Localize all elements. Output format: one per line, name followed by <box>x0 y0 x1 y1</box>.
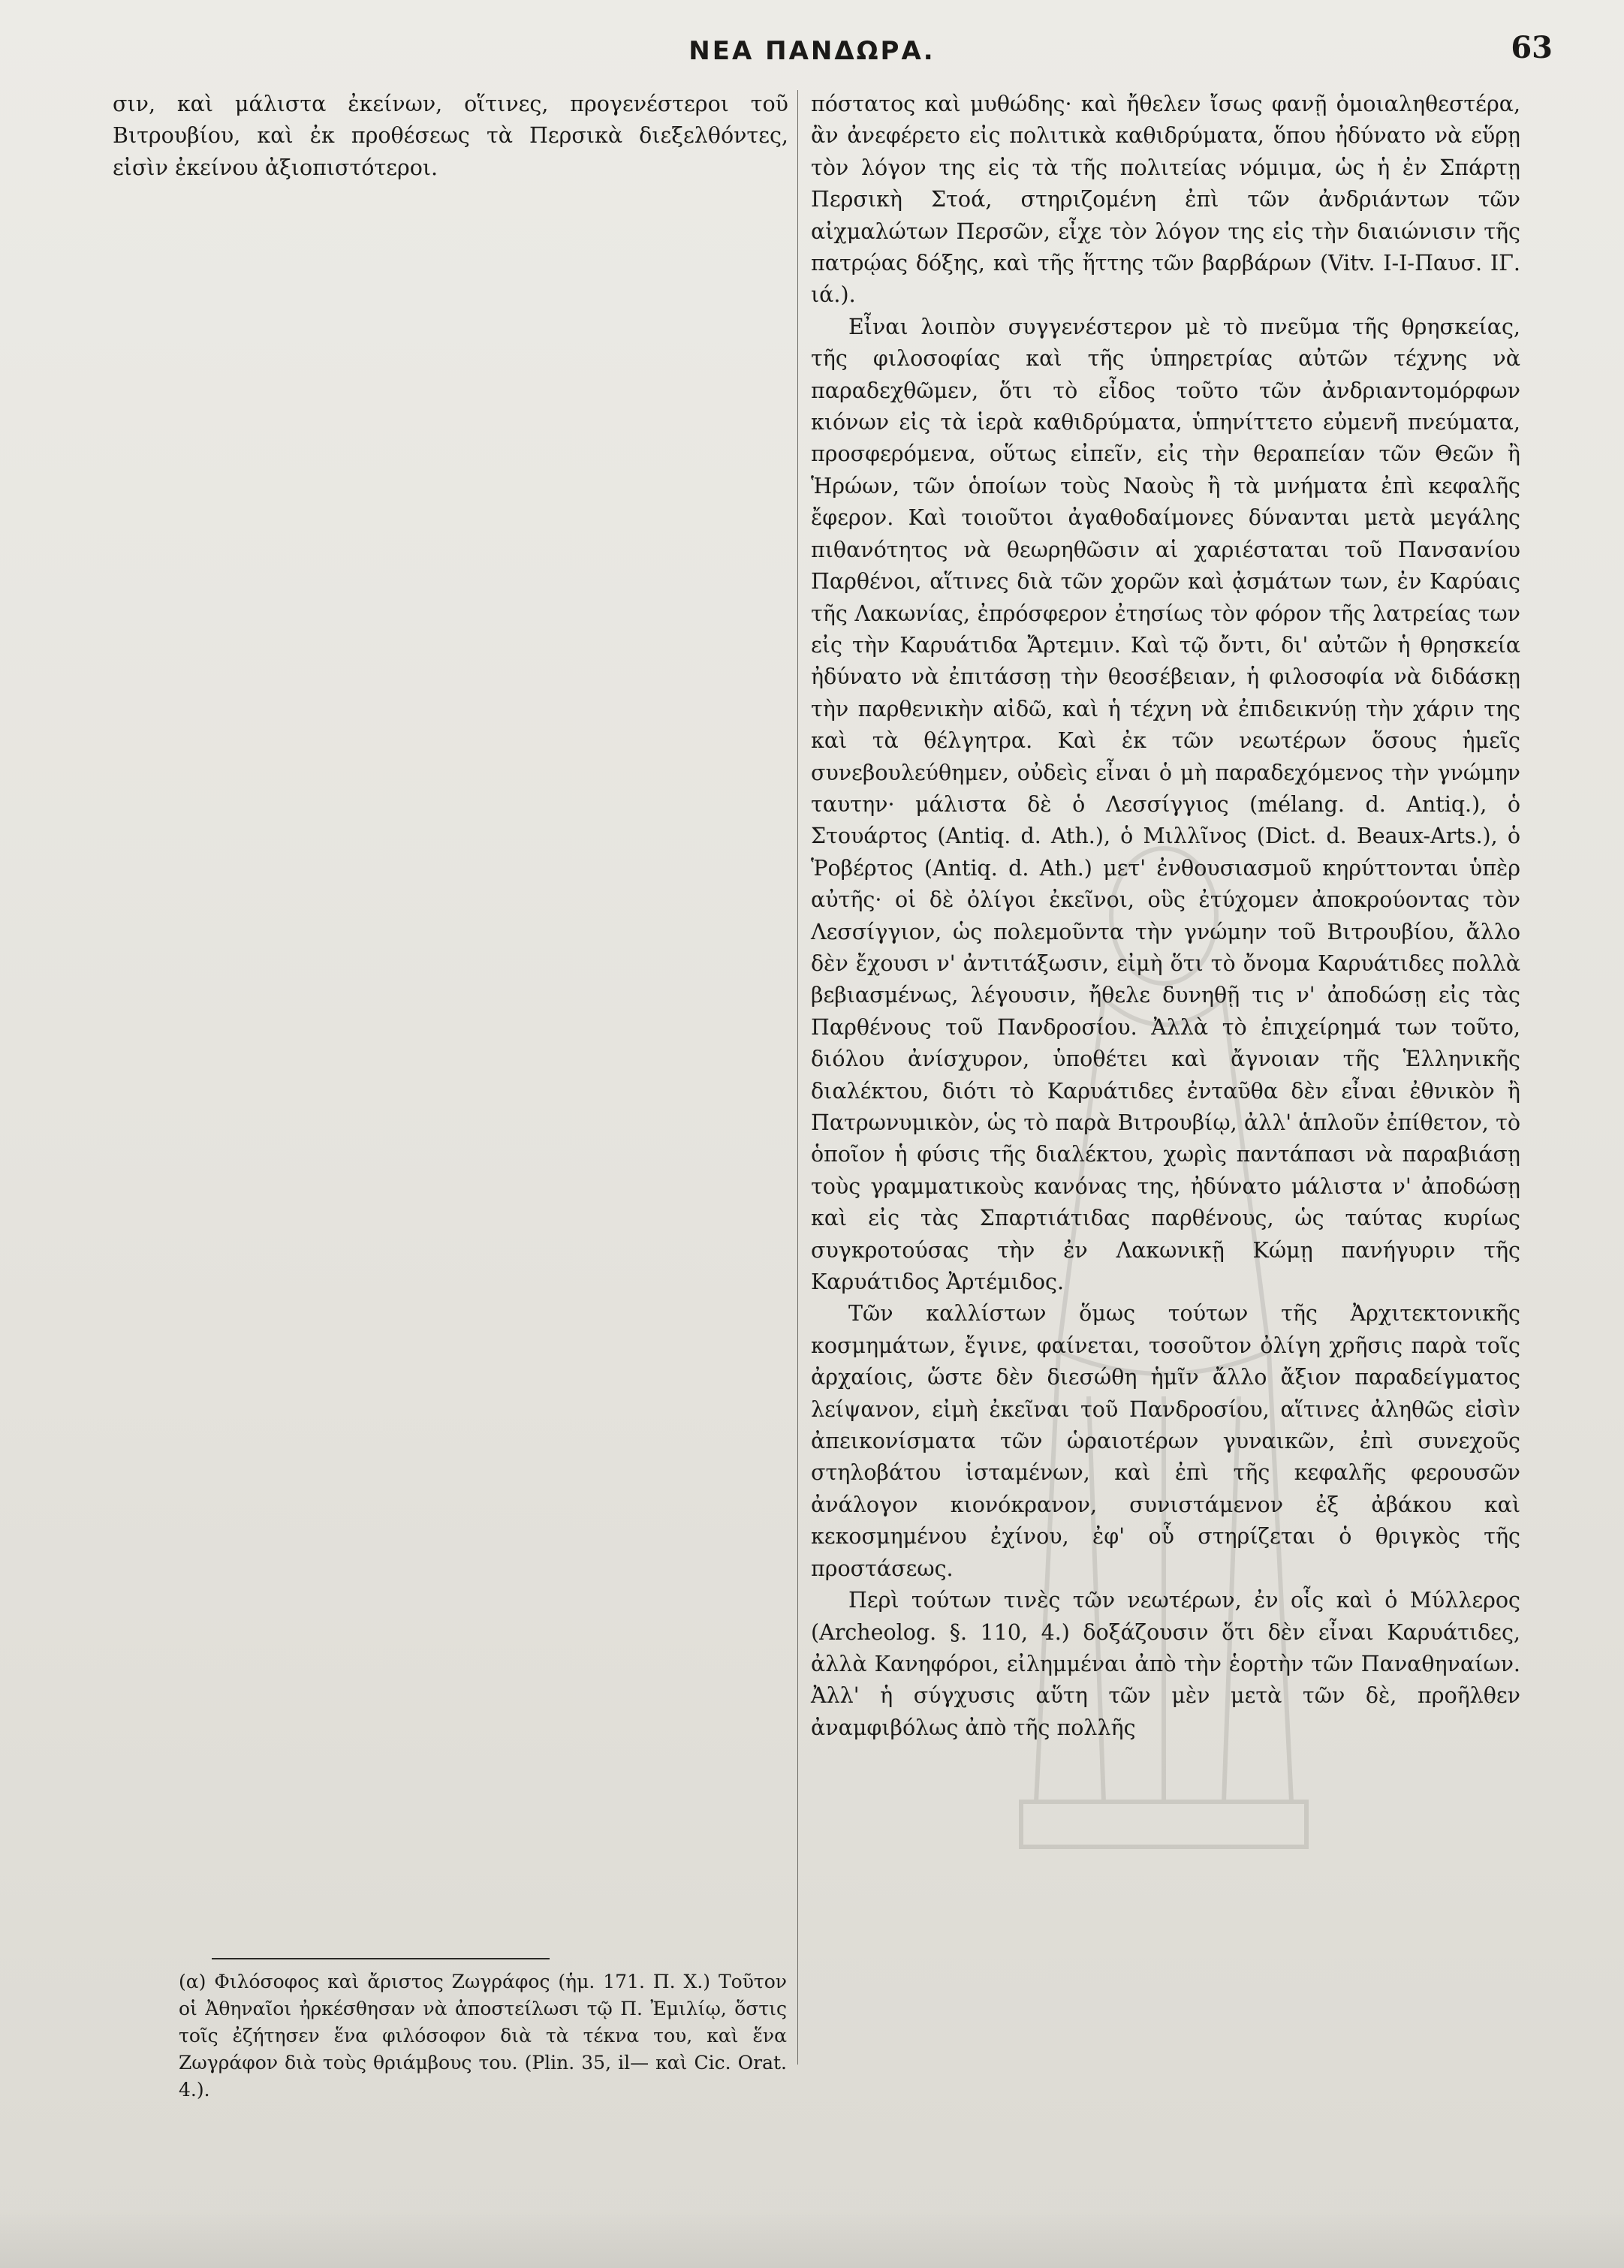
right-paragraph-continuation: πόστατος καὶ μυθώδης· καὶ ἤθελεν ἴσως φανῇ ὁμοιαληθεστέρα, ἂν ἀνεφέρετο εἰς πολιτικὰ καθιδρύματα, ὅπου ἠδύνατο νὰ εὕρῃ τὸν λόγον της εἰς τὰ τῆς πολιτείας νόμιμα, ὡς ἡ ἐν Σπάρτῃ Περσικὴ Στοά, στηριζομένη ἐπὶ τῶν ἀνδριάντων τῶν αἰχμαλώτων Περσῶν, εἶχε τὸν λόγον της εἰς τὴν διαιώνισιν τῆς πατρῴας δόξης, καὶ τῆς ἥττης τῶν βαρβάρων (Vitv. I-I-Παυσ. ΙΓ. ιά.). <box>811 92 1520 308</box>
left-column <box>113 89 788 184</box>
right-paragraph-4: Περὶ τούτων τινὲς τῶν νεωτέρων, ἐν οἷς καὶ ὁ Μύλλερος (Archeolog. §. 110, 4.) δοξάζουσιν ὅτι δὲν εἶναι Καρυάτιδες, ἀλλὰ Κανηφόροι, εἰλημμέναι ἀπὸ τὴν ἑορτὴν τῶν Παναθηναίων. Ἀλλ' ἡ σύγχυσις αὕτη τῶν μὲν μετὰ τῶν δὲ, προῆλθεν ἀναμφιβόλως ἀπὸ τῆς πολλῆς <box>811 1588 1520 1740</box>
left-paragraph-continuation: σιν, καὶ μάλιστα ἐκείνων, οἵτινες, προγενέστεροι τοῦ Βιτρουβίου, καὶ ἐκ προθέσεως τὰ Περσικὰ διεξελθόντες, εἰσὶν ἐκείνου ἀξιοπιστότεροι. <box>113 92 788 180</box>
column-divider <box>797 90 798 2065</box>
footnote-rule <box>212 1958 550 1959</box>
journal-title: ΝΕΑ ΠΑΝΔΩΡΑ. <box>688 36 936 66</box>
footnote: (α) Φιλόσοφος καὶ ἄριστος Ζωγράφος (ἡμ. 171. Π. Χ.) Τοῦτον οἱ Ἀθηναῖοι ἠρκέσθησαν νὰ ἀποστείλωσι τῷ Π. Ἐμιλίῳ, ὅστις τοῖς ἐζήτησεν ἕνα φιλόσοφον διὰ τὰ τέκνα του, καὶ ἕνα Ζωγράφον διὰ τοὺς θριάμβους του. (Plin. 35, il— καὶ Cic. Orat. 4.). <box>179 1971 787 2101</box>
page-number: 63 <box>1511 30 1553 65</box>
page-edge-shadow <box>0 2208 1624 2268</box>
right-column <box>811 89 1520 1744</box>
running-header <box>0 30 1624 81</box>
right-paragraph-3: Τῶν καλλίστων ὅμως τούτων τῆς Ἀρχιτεκτονικῆς κοσμημάτων, ἔγινε, φαίνεται, τοσοῦτον ὀλίγη χρῆσις παρὰ τοῖς ἀρχαίοις, ὥστε δὲν διεσώθη ἡμῖν ἄλλο ἄξιον παραδείγματος λείψανον, εἰμὴ ἐκεῖναι τοῦ Πανδροσίου, αἵτινες ἀληθῶς εἰσὶν ἀπεικονίσματα τῶν ὡραιοτέρων γυναικῶν, ἐπὶ συνεχοῦς στηλοβάτου ἱσταμένων, καὶ ἐπὶ τῆς κεφαλῆς φερουσῶν ἀνάλογον κιονόκρανον, συνιστάμενον ἐξ ἀβάκου καὶ κεκοσμημένου ἐχίνου, ἐφ' οὗ στηρίζεται ὁ θριγκὸς τῆς προστάσεως. <box>811 1301 1520 1581</box>
right-paragraph-2: Εἶναι λοιπὸν συγγενέστερον μὲ τὸ πνεῦμα τῆς θρησκείας, τῆς φιλοσοφίας καὶ τῆς ὑπηρετρίας αὐτῶν τέχνης νὰ παραδεχθῶμεν, ὅτι τὸ εἶδος τοῦτο τῶν ἀνδριαντομόρφων κιόνων εἰς τὰ ἱερὰ καθιδρύματα, ὑπηνίττετο εὐμενῆ πνεύματα, προσφερόμενα, οὕτως εἰπεῖν, εἰς τὴν θεραπείαν τῶν Θεῶν ἢ Ἡρώων, τῶν ὁποίων τοὺς Ναοὺς ἢ τὰ μνήματα ἐπὶ κεφαλῆς ἔφερον. Καὶ τοιοῦτοι ἀγαθοδαίμονες δύνανται μετὰ μεγάλης πιθανότητος νὰ θεωρηθῶσιν αἱ χαριέσταται τοῦ Πανσανίου Παρθένοι, αἵτινες διὰ τῶν χορῶν καὶ ᾀσμάτων των, ἐν Καρύαις τῆς Λακωνίας, ἐπρόσφερον ἐτησίως τὸν φόρον τῆς λατρείας των εἰς τὴν Καρυάτιδα Ἄρτεμιν. Καὶ τῷ ὄντι, δι' αὐτῶν ἡ θρησκεία ἠδύνατο νὰ ἐπιτάσσῃ τὴν θεοσέβειαν, ἡ φιλοσοφία νὰ διδάσκῃ τὴν παρθενικὴν αἰδῶ, καὶ ἡ τέχνη νὰ ἐπιδεικνύῃ τὴν χάριν της καὶ τὰ θέλγητρα. Καὶ ἐκ τῶν νεωτέρων ὅσους ἡμεῖς συνεβουλεύθημεν, οὐδεὶς εἶναι ὁ μὴ παραδεχόμενος τὴν γνώμην ταυτην· μάλιστα δὲ ὁ Λεσσίγγιος (mélang. d. Antiq.), ὁ Στουάρτος (Antiq. d. Ath.), ὁ Μιλλῖνος (Dict. d. Beaux-Arts.), ὁ Ῥοβέρτος (Antiq. d. Ath.) μετ' ἐνθουσιασμοῦ κηρύττονται ὑπὲρ αὐτῆς· οἱ δὲ ὀλίγοι ἐκεῖνοι, οὓς ἐτύχομεν ἀποκρούοντας τὸν Λεσσίγγιον, ὡς πολεμοῦντα τὴν γνώμην τοῦ Βιτρουβίου, ἄλλο δὲν ἔχουσι ν' ἀντιτάξωσιν, εἰμὴ ὅτι τὸ ὄνομα Καρυάτιδες πολλὰ βεβιασμένως, λέγουσιν, ἤθελε δυνηθῇ τις ν' ἀποδώσῃ εἰς τὰς Παρθένους τοῦ Πανδροσίου. Ἀλλὰ τὸ ἐπιχείρημά των τοῦτο, διόλου ἀνίσχυρον, ὑποθέτει καὶ ἄγνοιαν τῆς Ἑλληνικῆς διαλέκτου, διότι τὸ Καρυάτιδες ἐνταῦθα δὲν εἶναι ἐθνικὸν ἢ Πατρωνυμικὸν, ὡς τὸ παρὰ Βιτρουβίῳ, ἀλλ' ἁπλοῦν ἐπίθετον, τὸ ὁποῖον ἡ φύσις τῆς διαλέκτου, χωρὶς παντάπασι νὰ παραβιάσῃ τοὺς γραμματικοὺς κανόνας της, ἠδύνατο μάλιστα ν' ἀποδώσῃ καὶ εἰς τὰς Σπαρτιάτιδας παρθένους, ὡς ταύτας κυρίως συγκροτούσας τὴν ἐν Λακωνικῇ Κώμῃ πανήγυριν τῆς Καρυάτιδος Ἀρτέμιδος. <box>811 314 1520 1295</box>
